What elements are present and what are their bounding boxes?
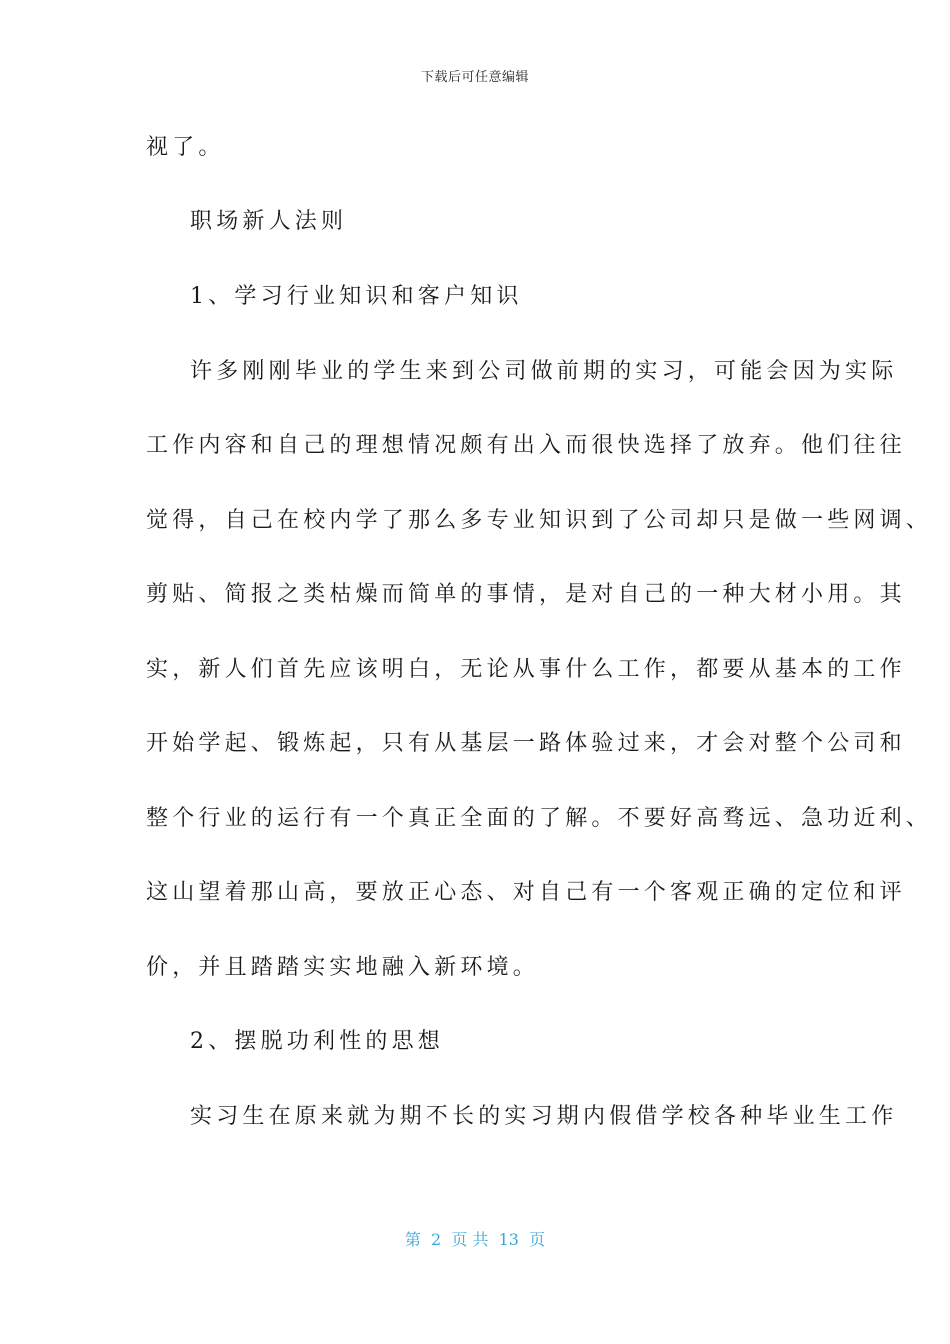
- paragraph-line: 工作内容和自己的理想情况颇有出入而很快选择了放弃。他们往往: [146, 433, 906, 458]
- paragraph-line: 许多刚刚毕业的学生来到公司做前期的实习，可能会因为实际: [190, 359, 898, 384]
- paragraph-line: 开始学起、锻炼起，只有从基层一路体验过来，才会对整个公司和: [146, 731, 906, 756]
- subsection-heading: 1、学习行业知识和客户知识: [190, 284, 523, 309]
- page-footer: 第 2 页 共 13 页: [404, 1230, 546, 1249]
- header-note: 下载后可任意编辑: [420, 70, 529, 85]
- paragraph-line: 整个行业的运行有一个真正全面的了解。不要好高骛远、急功近利、: [146, 806, 933, 831]
- paragraph-line: 这山望着那山高，要放正心态、对自己有一个客观正确的定位和评: [146, 880, 906, 905]
- paragraph-line: 觉得，自己在校内学了那么多专业知识到了公司却只是做一些网调、: [146, 508, 933, 533]
- subsection-heading: 2、摆脱功利性的思想: [190, 1029, 444, 1054]
- paragraph-line: 价，并且踏踏实实地融入新环境。: [146, 955, 540, 980]
- paragraph-line: 剪贴、简报之类枯燥而简单的事情，是对自己的一种大材小用。其: [146, 582, 906, 607]
- paragraph-line: 实习生在原来就为期不长的实习期内假借学校各种毕业生工作: [190, 1104, 898, 1129]
- paragraph-line: 视了。: [146, 135, 225, 160]
- paragraph-line: 实，新人们首先应该明白，无论从事什么工作，都要从基本的工作: [146, 657, 906, 682]
- section-heading: 职场新人法则: [190, 209, 348, 234]
